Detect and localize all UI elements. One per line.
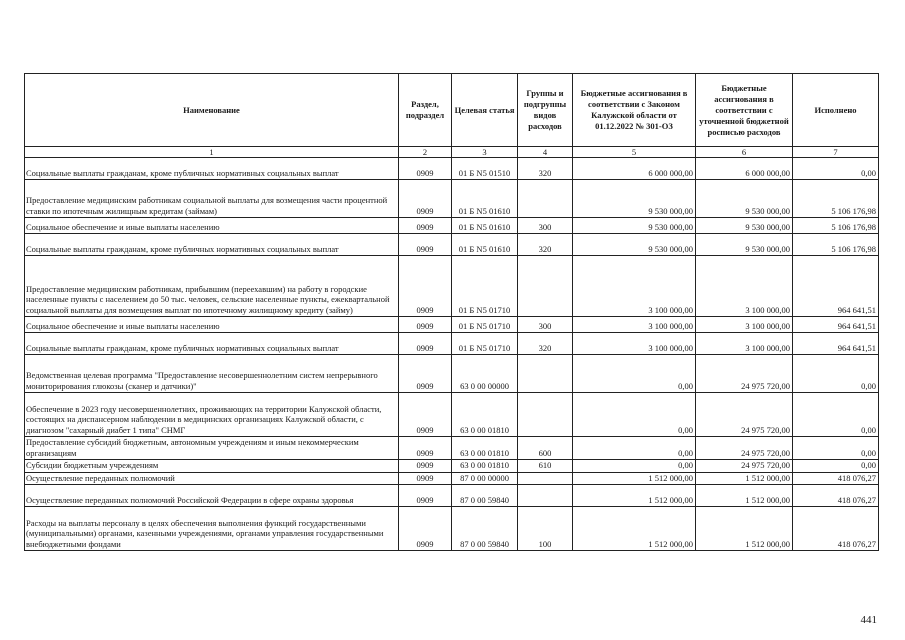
row-group xyxy=(518,472,573,485)
row-executed: 0,00 xyxy=(793,158,879,180)
table-row xyxy=(25,333,879,355)
row-section: 0909 xyxy=(399,437,452,460)
row-roster-allocation: 9 530 000,00 xyxy=(696,234,793,256)
row-roster-allocation: 3 100 000,00 xyxy=(696,317,793,333)
table-row xyxy=(25,234,879,256)
row-article: 87 0 00 59840 xyxy=(452,485,518,507)
header-group: Группы и подгруппы видов расходов xyxy=(518,74,573,147)
row-executed: 0,00 xyxy=(793,460,879,473)
row-law-allocation: 9 530 000,00 xyxy=(573,234,696,256)
row-law-allocation: 0,00 xyxy=(573,437,696,460)
column-number: 5 xyxy=(573,147,696,158)
row-executed: 964 641,51 xyxy=(793,256,879,317)
row-name: Предоставление медицинским работникам социальной выплаты для возмещения части процентной ставки по ипотечным жилищным кредитам (займам) xyxy=(25,180,399,218)
row-law-allocation: 1 512 000,00 xyxy=(573,472,696,485)
row-law-allocation: 9 530 000,00 xyxy=(573,180,696,218)
row-law-allocation: 0,00 xyxy=(573,393,696,437)
row-group: 320 xyxy=(518,158,573,180)
row-law-allocation: 3 100 000,00 xyxy=(573,256,696,317)
row-name: Социальное обеспечение и иные выплаты населению xyxy=(25,218,399,234)
row-law-allocation: 3 100 000,00 xyxy=(573,317,696,333)
row-article: 63 0 00 01810 xyxy=(452,437,518,460)
row-roster-allocation: 1 512 000,00 xyxy=(696,485,793,507)
row-article: 87 0 00 59840 xyxy=(452,507,518,551)
row-executed: 418 076,27 xyxy=(793,485,879,507)
table-body xyxy=(25,158,879,551)
row-executed: 0,00 xyxy=(793,355,879,393)
row-name: Социальное обеспечение и иные выплаты населению xyxy=(25,317,399,333)
row-section: 0909 xyxy=(399,355,452,393)
row-law-allocation: 3 100 000,00 xyxy=(573,333,696,355)
table-row xyxy=(25,158,879,180)
row-roster-allocation: 24 975 720,00 xyxy=(696,355,793,393)
row-article: 87 0 00 00000 xyxy=(452,472,518,485)
column-number: 6 xyxy=(696,147,793,158)
row-executed: 418 076,27 xyxy=(793,472,879,485)
row-section: 0909 xyxy=(399,507,452,551)
row-group: 300 xyxy=(518,218,573,234)
budget-table-container xyxy=(24,73,878,551)
table-row xyxy=(25,437,879,460)
row-name: Предоставление субсидий бюджетным, автономным учреждениям и иным некоммерческим организациям xyxy=(25,437,399,460)
row-group: 320 xyxy=(518,234,573,256)
row-law-allocation: 1 512 000,00 xyxy=(573,507,696,551)
row-executed: 0,00 xyxy=(793,437,879,460)
row-law-allocation: 0,00 xyxy=(573,460,696,473)
row-roster-allocation: 1 512 000,00 xyxy=(696,507,793,551)
row-group: 300 xyxy=(518,317,573,333)
row-group: 100 xyxy=(518,507,573,551)
row-section: 0909 xyxy=(399,180,452,218)
table-row xyxy=(25,485,879,507)
table-row xyxy=(25,393,879,437)
row-article: 01 Б N5 01710 xyxy=(452,256,518,317)
header-row xyxy=(25,74,879,147)
row-name: Ведомственная целевая программа "Предоставление несовершеннолетним систем непрерывного мониторирования глюкозы (сканер и датчики)" xyxy=(25,355,399,393)
row-law-allocation: 1 512 000,00 xyxy=(573,485,696,507)
column-number-row xyxy=(25,147,879,158)
row-executed: 964 641,51 xyxy=(793,333,879,355)
table-row xyxy=(25,472,879,485)
row-group: 610 xyxy=(518,460,573,473)
row-law-allocation: 9 530 000,00 xyxy=(573,218,696,234)
table-row xyxy=(25,180,879,218)
row-roster-allocation: 3 100 000,00 xyxy=(696,333,793,355)
row-article: 01 Б N5 01610 xyxy=(452,218,518,234)
row-executed: 5 106 176,98 xyxy=(793,180,879,218)
row-article: 01 Б N5 01710 xyxy=(452,333,518,355)
row-roster-allocation: 24 975 720,00 xyxy=(696,437,793,460)
budget-table xyxy=(24,73,879,551)
row-article: 63 0 00 00000 xyxy=(452,355,518,393)
column-number: 3 xyxy=(452,147,518,158)
row-executed: 5 106 176,98 xyxy=(793,234,879,256)
row-group xyxy=(518,180,573,218)
row-name: Расходы на выплаты персоналу в целях обеспечения выполнения функций государственными (муниципальными) органами, казенными учреждениями, органами управления государственными внебюджетными фондами xyxy=(25,507,399,551)
header-article: Целевая статья xyxy=(452,74,518,147)
row-article: 63 0 00 01810 xyxy=(452,393,518,437)
row-section: 0909 xyxy=(399,317,452,333)
row-section: 0909 xyxy=(399,158,452,180)
column-number: 1 xyxy=(25,147,399,158)
row-article: 01 Б N5 01610 xyxy=(452,180,518,218)
row-name: Социальные выплаты гражданам, кроме публичных нормативных социальных выплат xyxy=(25,158,399,180)
row-article: 01 Б N5 01610 xyxy=(452,234,518,256)
row-section: 0909 xyxy=(399,256,452,317)
row-executed: 964 641,51 xyxy=(793,317,879,333)
row-name: Обеспечение в 2023 году несовершеннолетних, проживающих на территории Калужской области, состоящих на диспансерном наблюдении в медицинских организациях Калужской области, с диагнозом "сахарный диабет 1 типа" СНМГ xyxy=(25,393,399,437)
header-name: Наименование xyxy=(25,74,399,147)
row-executed: 418 076,27 xyxy=(793,507,879,551)
table-row xyxy=(25,317,879,333)
table-row xyxy=(25,460,879,473)
column-number: 2 xyxy=(399,147,452,158)
row-name: Предоставление медицинским работникам, прибывшим (переехавшим) на работу в городские населенные пункты с населением до 50 тыс. человек, сельские населенные пункты, ежеквартальной социальной выплаты для возмещения выплат по ипотечному жилищному кредиту (займу) xyxy=(25,256,399,317)
row-group xyxy=(518,355,573,393)
row-name: Социальные выплаты гражданам, кроме публичных нормативных социальных выплат xyxy=(25,234,399,256)
row-group: 320 xyxy=(518,333,573,355)
header-section: Раздел, подраздел xyxy=(399,74,452,147)
row-roster-allocation: 24 975 720,00 xyxy=(696,393,793,437)
row-article: 01 Б N5 01710 xyxy=(452,317,518,333)
header-roster-allocation: Бюджетные ассигнования в соответствии с уточненной бюджетной росписью расходов xyxy=(696,74,793,147)
page-number: 441 xyxy=(860,614,877,626)
row-executed: 5 106 176,98 xyxy=(793,218,879,234)
row-law-allocation: 0,00 xyxy=(573,355,696,393)
row-roster-allocation: 9 530 000,00 xyxy=(696,218,793,234)
row-group xyxy=(518,393,573,437)
row-group xyxy=(518,256,573,317)
row-roster-allocation: 1 512 000,00 xyxy=(696,472,793,485)
row-section: 0909 xyxy=(399,218,452,234)
row-section: 0909 xyxy=(399,485,452,507)
row-law-allocation: 6 000 000,00 xyxy=(573,158,696,180)
row-roster-allocation: 6 000 000,00 xyxy=(696,158,793,180)
header-executed: Исполнено xyxy=(793,74,879,147)
row-section: 0909 xyxy=(399,393,452,437)
table-row xyxy=(25,218,879,234)
table-row xyxy=(25,507,879,551)
column-number: 7 xyxy=(793,147,879,158)
row-name: Социальные выплаты гражданам, кроме публичных нормативных социальных выплат xyxy=(25,333,399,355)
row-section: 0909 xyxy=(399,234,452,256)
row-section: 0909 xyxy=(399,460,452,473)
column-number: 4 xyxy=(518,147,573,158)
row-section: 0909 xyxy=(399,333,452,355)
row-section: 0909 xyxy=(399,472,452,485)
header-law-allocation: Бюджетные ассигнования в соответствии с Законом Калужской области от 01.12.2022 № 301-ОЗ xyxy=(573,74,696,147)
row-roster-allocation: 9 530 000,00 xyxy=(696,180,793,218)
row-group xyxy=(518,485,573,507)
row-article: 01 Б N5 01510 xyxy=(452,158,518,180)
row-name: Субсидии бюджетным учреждениям xyxy=(25,460,399,473)
row-name: Осуществление переданных полномочий xyxy=(25,472,399,485)
row-roster-allocation: 24 975 720,00 xyxy=(696,460,793,473)
row-group: 600 xyxy=(518,437,573,460)
row-name: Осуществление переданных полномочий Российской Федерации в сфере охраны здоровья xyxy=(25,485,399,507)
table-row xyxy=(25,355,879,393)
row-article: 63 0 00 01810 xyxy=(452,460,518,473)
table-row xyxy=(25,256,879,317)
row-roster-allocation: 3 100 000,00 xyxy=(696,256,793,317)
row-executed: 0,00 xyxy=(793,393,879,437)
